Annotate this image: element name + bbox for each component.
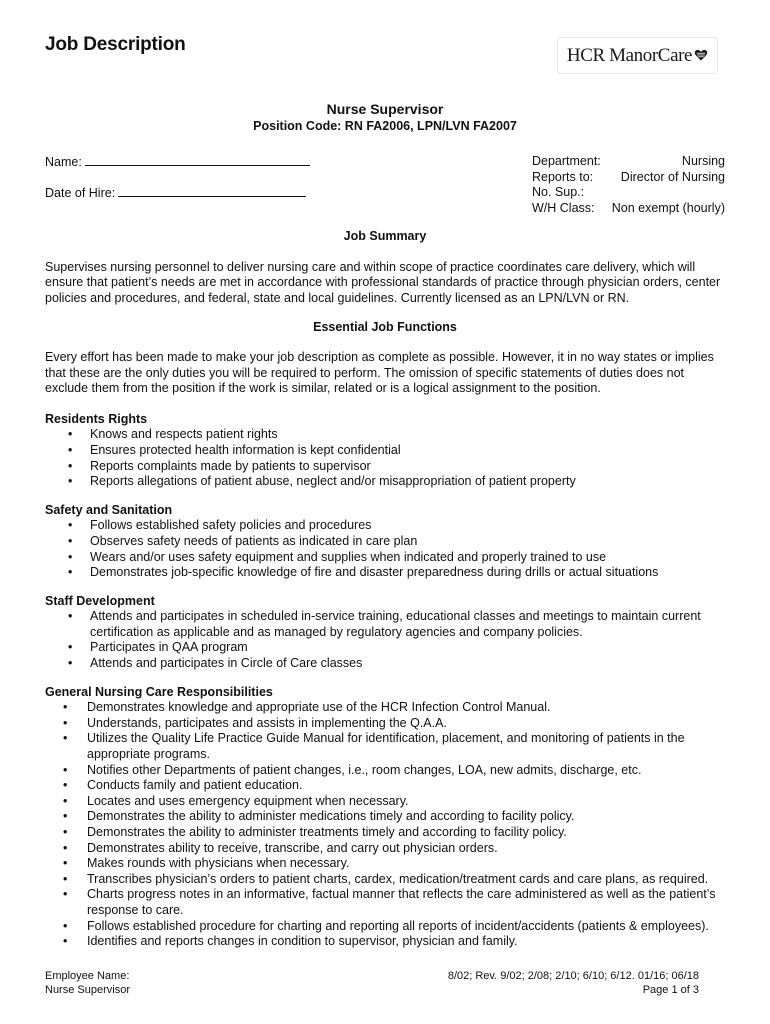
- date-of-hire-blank-line: [118, 185, 306, 197]
- section-safety-and-sanitation: [45, 503, 725, 581]
- name-label: Name:: [45, 155, 82, 169]
- position-meta: [532, 154, 725, 216]
- list-item-text: Follows established procedure for charting and reporting all reports of incident/accidents (patients & employees).: [87, 918, 709, 933]
- list-item-text: Utilizes the Quality Life Practice Guide Manual for identification, placement, and monitoring of patients in the appropriate programs.: [87, 731, 685, 762]
- date-of-hire-label: Date of Hire:: [45, 186, 116, 200]
- footer-page-number: Page 1 of 3: [642, 984, 699, 996]
- date-of-hire-field: [45, 185, 306, 202]
- name-blank-line: [85, 154, 310, 166]
- list-item: [45, 809, 725, 825]
- bullet-icon: •: [63, 918, 68, 933]
- list-item: [45, 700, 725, 716]
- list-item: [45, 887, 725, 918]
- list-item-text: Ensures protected health information is kept confidential: [90, 442, 401, 457]
- meta-row-reports-to: [532, 170, 725, 186]
- logo-wordmark: HCR ManorCare: [566, 44, 693, 66]
- section-staff-development: [45, 594, 725, 672]
- bullet-icon: •: [63, 840, 68, 855]
- list-item-text: Locates and uses emergency equipment when necessary.: [87, 793, 409, 808]
- essential-functions-intro: Every effort has been made to make your job description as complete as possible. However, it in no way states or implies that these are the only duties you will be required to perform. The omission of specific statements of duties does not exclude them from the position if the work is similar, related or is a logical assignment to the position.: [45, 349, 714, 396]
- list-item: [45, 856, 725, 872]
- meta-value: Non exempt (hourly): [611, 200, 725, 215]
- meta-label: No. Sup.:: [532, 185, 585, 200]
- footer-right: [440, 969, 699, 997]
- list-item-text: Wears and/or uses safety equipment and supplies when indicated and properly trained to use: [90, 549, 607, 564]
- list-item: [45, 640, 725, 656]
- bullet-icon: •: [68, 458, 73, 473]
- list-item: [45, 934, 725, 950]
- section-title: Safety and Sanitation: [45, 502, 173, 517]
- bullet-list: [45, 609, 725, 671]
- list-item: [45, 550, 725, 566]
- list-item: [45, 518, 725, 534]
- list-item: [45, 609, 725, 640]
- list-item-text: Participates in QAA program: [90, 640, 248, 655]
- bullet-list: [45, 427, 725, 489]
- section-residents-rights: [45, 412, 725, 490]
- list-item-text: Demonstrates knowledge and appropriate use of the HCR Infection Control Manual.: [87, 700, 551, 715]
- list-item-text: Notifies other Departments of patient changes, i.e., room changes, LOA, new admits, discharge, etc.: [87, 762, 642, 777]
- list-item: [45, 731, 725, 762]
- list-item-text: Attends and participates in scheduled in-service training, educational classes and meetings to maintain current certification as applicable and as managed by regulatory agencies and company policies.: [90, 609, 701, 639]
- meta-value: Director of Nursing: [620, 169, 725, 184]
- bullet-icon: •: [68, 518, 73, 533]
- bullet-icon: •: [63, 856, 68, 871]
- bullet-list: [45, 518, 725, 580]
- position-title: Nurse Supervisor: [326, 101, 444, 117]
- list-item: [45, 794, 725, 810]
- bullet-icon: •: [63, 778, 68, 793]
- document-title: Job Description: [45, 34, 186, 55]
- essential-functions-heading: Essential Job Functions: [313, 320, 457, 335]
- list-item-text: Transcribes physician’s orders to patient charts, cardex, medication/treatment cards and care plans, as required.: [87, 871, 709, 886]
- list-item: [45, 841, 725, 857]
- bullet-icon: •: [63, 700, 68, 715]
- bullet-icon: •: [63, 809, 68, 824]
- list-item-text: Conducts family and patient education.: [87, 778, 303, 793]
- bullet-icon: •: [68, 427, 73, 442]
- list-item: [45, 565, 725, 581]
- bullet-icon: •: [63, 715, 68, 730]
- list-item-text: Charts progress notes in an informative, factual manner that reflects the care administered as well as the patient’s response to care.: [87, 887, 716, 917]
- list-item: [45, 459, 725, 475]
- list-item: [45, 919, 725, 935]
- meta-row-wh-class: [532, 201, 725, 217]
- bullet-icon: •: [68, 474, 73, 489]
- employee-name-field: [45, 154, 310, 171]
- list-item-text: Reports complaints made by patients to supervisor: [90, 458, 371, 473]
- list-item: [45, 763, 725, 779]
- bullet-icon: •: [68, 609, 73, 624]
- list-item: [45, 534, 725, 550]
- list-item: [45, 778, 725, 794]
- list-item-text: Demonstrates ability to receive, transcribe, and carry out physician orders.: [87, 840, 498, 855]
- position-code: Position Code: RN FA2006, LPN/LVN FA2007: [253, 119, 517, 133]
- bullet-icon: •: [68, 640, 73, 655]
- meta-label: W/H Class:: [532, 200, 595, 215]
- footer-left: [45, 969, 130, 997]
- list-item: [45, 872, 725, 888]
- meta-label: Reports to:: [532, 169, 594, 184]
- job-summary-heading: Job Summary: [343, 229, 427, 243]
- list-item-text: Makes rounds with physicians when necessary.: [87, 856, 350, 871]
- company-logo: [557, 37, 718, 74]
- list-item-text: Attends and participates in Circle of Care classes: [90, 656, 363, 671]
- bullet-icon: •: [63, 731, 68, 746]
- list-item-text: Demonstrates job-specific knowledge of fire and disaster preparedness during drills or actual situations: [90, 565, 659, 580]
- list-item: [45, 825, 725, 841]
- list-item-text: Observes safety needs of patients as indicated in care plan: [90, 533, 418, 548]
- bullet-icon: •: [68, 533, 73, 548]
- meta-label: Department:: [532, 154, 601, 168]
- bullet-icon: •: [68, 442, 73, 457]
- list-item: [45, 656, 725, 672]
- list-item-text: Follows established safety policies and procedures: [90, 518, 372, 533]
- job-summary-text: Supervises nursing personnel to deliver nursing care and within scope of practice coordinates care delivery, which will ensure that patient’s needs are met in accordance with professional standards of practice through physician orders, center policies and procedures, and federal, state and local guidelines. Currently licensed as an LPN/LVN or RN.: [45, 259, 721, 305]
- meta-row-no-sup: [532, 185, 725, 201]
- section-title: Residents Rights: [45, 411, 148, 426]
- section-title: General Nursing Care Responsibilities: [45, 684, 273, 699]
- list-item-text: Understands, participates and assists in implementing the Q.A.A.: [87, 715, 447, 730]
- bullet-list: [45, 700, 725, 950]
- bullet-icon: •: [63, 793, 68, 808]
- bullet-icon: •: [63, 825, 68, 839]
- bullet-icon: •: [63, 934, 68, 949]
- list-item: [45, 427, 725, 443]
- bullet-icon: •: [68, 565, 73, 580]
- heart-icon: [694, 48, 708, 62]
- footer-revision-dates: 8/02; Rev. 9/02; 2/08; 2/10; 6/10; 6/12. 01/16; 06/18: [447, 970, 699, 982]
- list-item-text: Demonstrates the ability to administer treatments timely and according to facility policy.: [87, 825, 567, 839]
- section-general-nursing-care: [45, 685, 725, 950]
- bullet-icon: •: [63, 762, 68, 777]
- list-item-text: Knows and respects patient rights: [90, 427, 278, 442]
- list-item-text: Reports allegations of patient abuse, neglect and/or misappropriation of patient property: [90, 474, 576, 489]
- meta-value: Nursing: [681, 154, 725, 168]
- footer-position-title: Nurse Supervisor: [45, 984, 130, 996]
- list-item-text: Identifies and reports changes in condition to supervisor, physician and family.: [87, 934, 518, 949]
- meta-row-department: [532, 154, 725, 170]
- list-item: [45, 716, 725, 732]
- list-item-text: Demonstrates the ability to administer medications timely and according to facility policy.: [87, 809, 575, 824]
- footer-employee-name-label: Employee Name:: [45, 970, 130, 982]
- section-title: Staff Development: [45, 593, 155, 608]
- bullet-icon: •: [68, 549, 73, 564]
- document-body: [45, 229, 725, 950]
- bullet-icon: •: [63, 871, 68, 886]
- bullet-icon: •: [68, 656, 73, 671]
- list-item: [45, 474, 725, 490]
- bullet-icon: •: [63, 887, 68, 902]
- list-item: [45, 443, 725, 459]
